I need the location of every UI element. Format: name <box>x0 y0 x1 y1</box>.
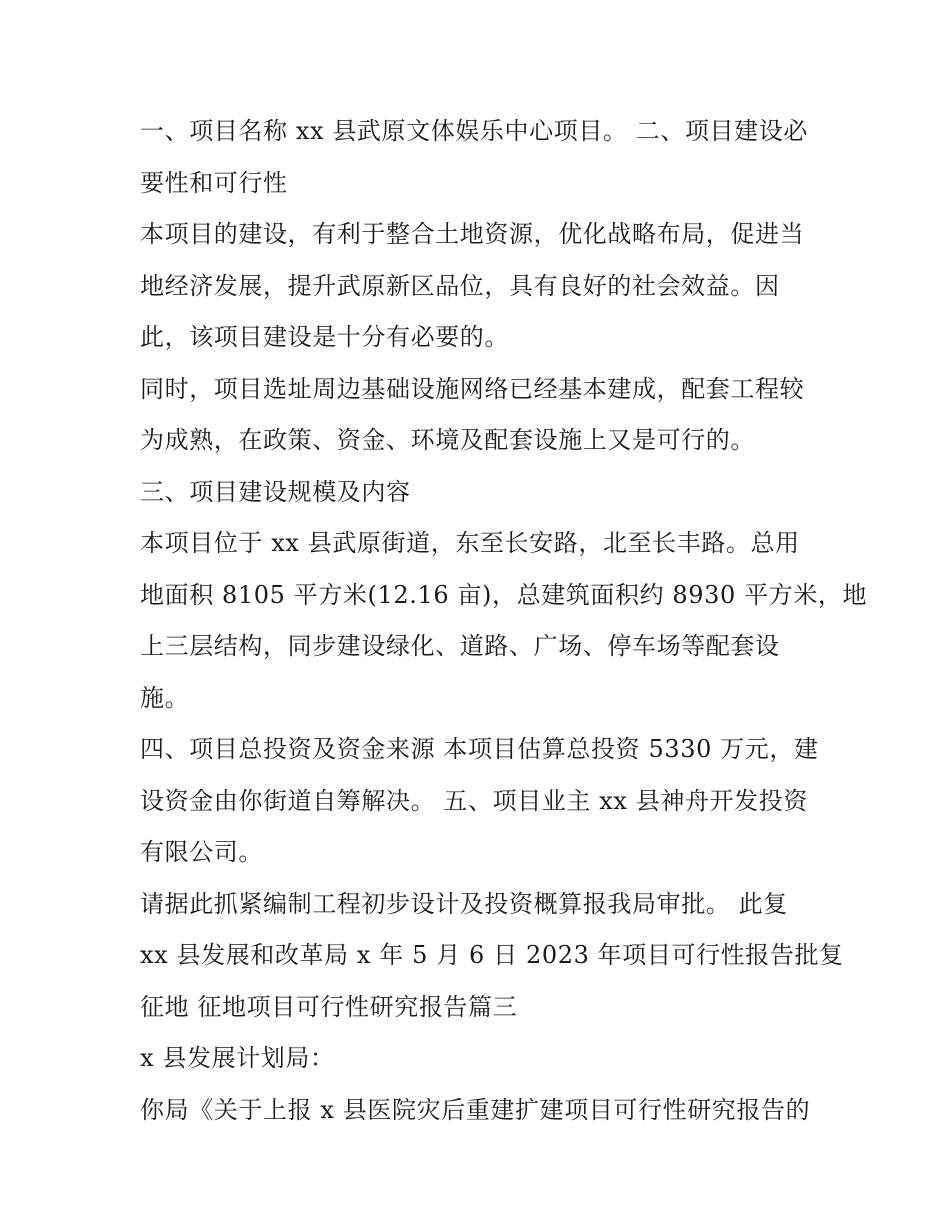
text-line-6: 同时，项目选址周边基础设施网络已经基本建成，配套工程较 <box>140 374 805 403</box>
text-line-12: 施。 <box>140 683 190 712</box>
text-line-10: 地面积 8105 平方米(12.16 亩)，总建筑面积约 8930 平方米，地 <box>140 580 868 609</box>
text-line-3: 本项目的建设，有利于整合土地资源，优化战略布局，促进当 <box>140 220 805 248</box>
text-line-5: 此，该项目建设是十分有必要的。 <box>140 323 509 351</box>
section-heading-3: 三、项目建设规模及内容 <box>140 477 411 506</box>
text-line-7: 为成熟，在政策、资金、环境及配套设施上又是可行的。 <box>140 426 755 454</box>
text-line-13: 四、项目总投资及资金来源 本项目估算总投资 5330 万元，建 <box>140 735 819 763</box>
text-line-17: xx 县发展和改革局 x 年 5 月 6 日 2023 年项目可行性报告批复 <box>140 941 844 969</box>
text-line-15: 有限公司。 <box>140 838 263 866</box>
text-line-18: 征地 征地项目可行性研究报告篇三 <box>140 992 518 1021</box>
text-line-16: 请据此抓紧编制工程初步设计及投资概算报我局审批。 此复 <box>140 889 788 918</box>
text-line-4: 地经济发展，提升武原新区品位，具有良好的社会效益。因 <box>140 271 780 300</box>
document-body <box>140 106 868 1136</box>
text-line-14: 设资金由你街道自筹解决。 五、项目业主 xx 县神舟开发投资 <box>140 786 808 815</box>
text-line-11: 上三层结构，同步建设绿化、道路、广场、停车场等配套设 <box>140 632 780 660</box>
text-line-9: 本项目位于 xx 县武原街道，东至长安路，北至长丰路。总用 <box>140 529 800 557</box>
text-line-1: 一、项目名称 xx 县武原文体娱乐中心项目。 二、项目建设必 <box>140 117 808 145</box>
text-line-20: 你局《关于上报 x 县医院灾后重建扩建项目可行性研究报告的 <box>140 1095 811 1124</box>
text-line-2: 要性和可行性 <box>140 168 288 197</box>
addressee-line: x 县发展计划局： <box>140 1044 335 1072</box>
